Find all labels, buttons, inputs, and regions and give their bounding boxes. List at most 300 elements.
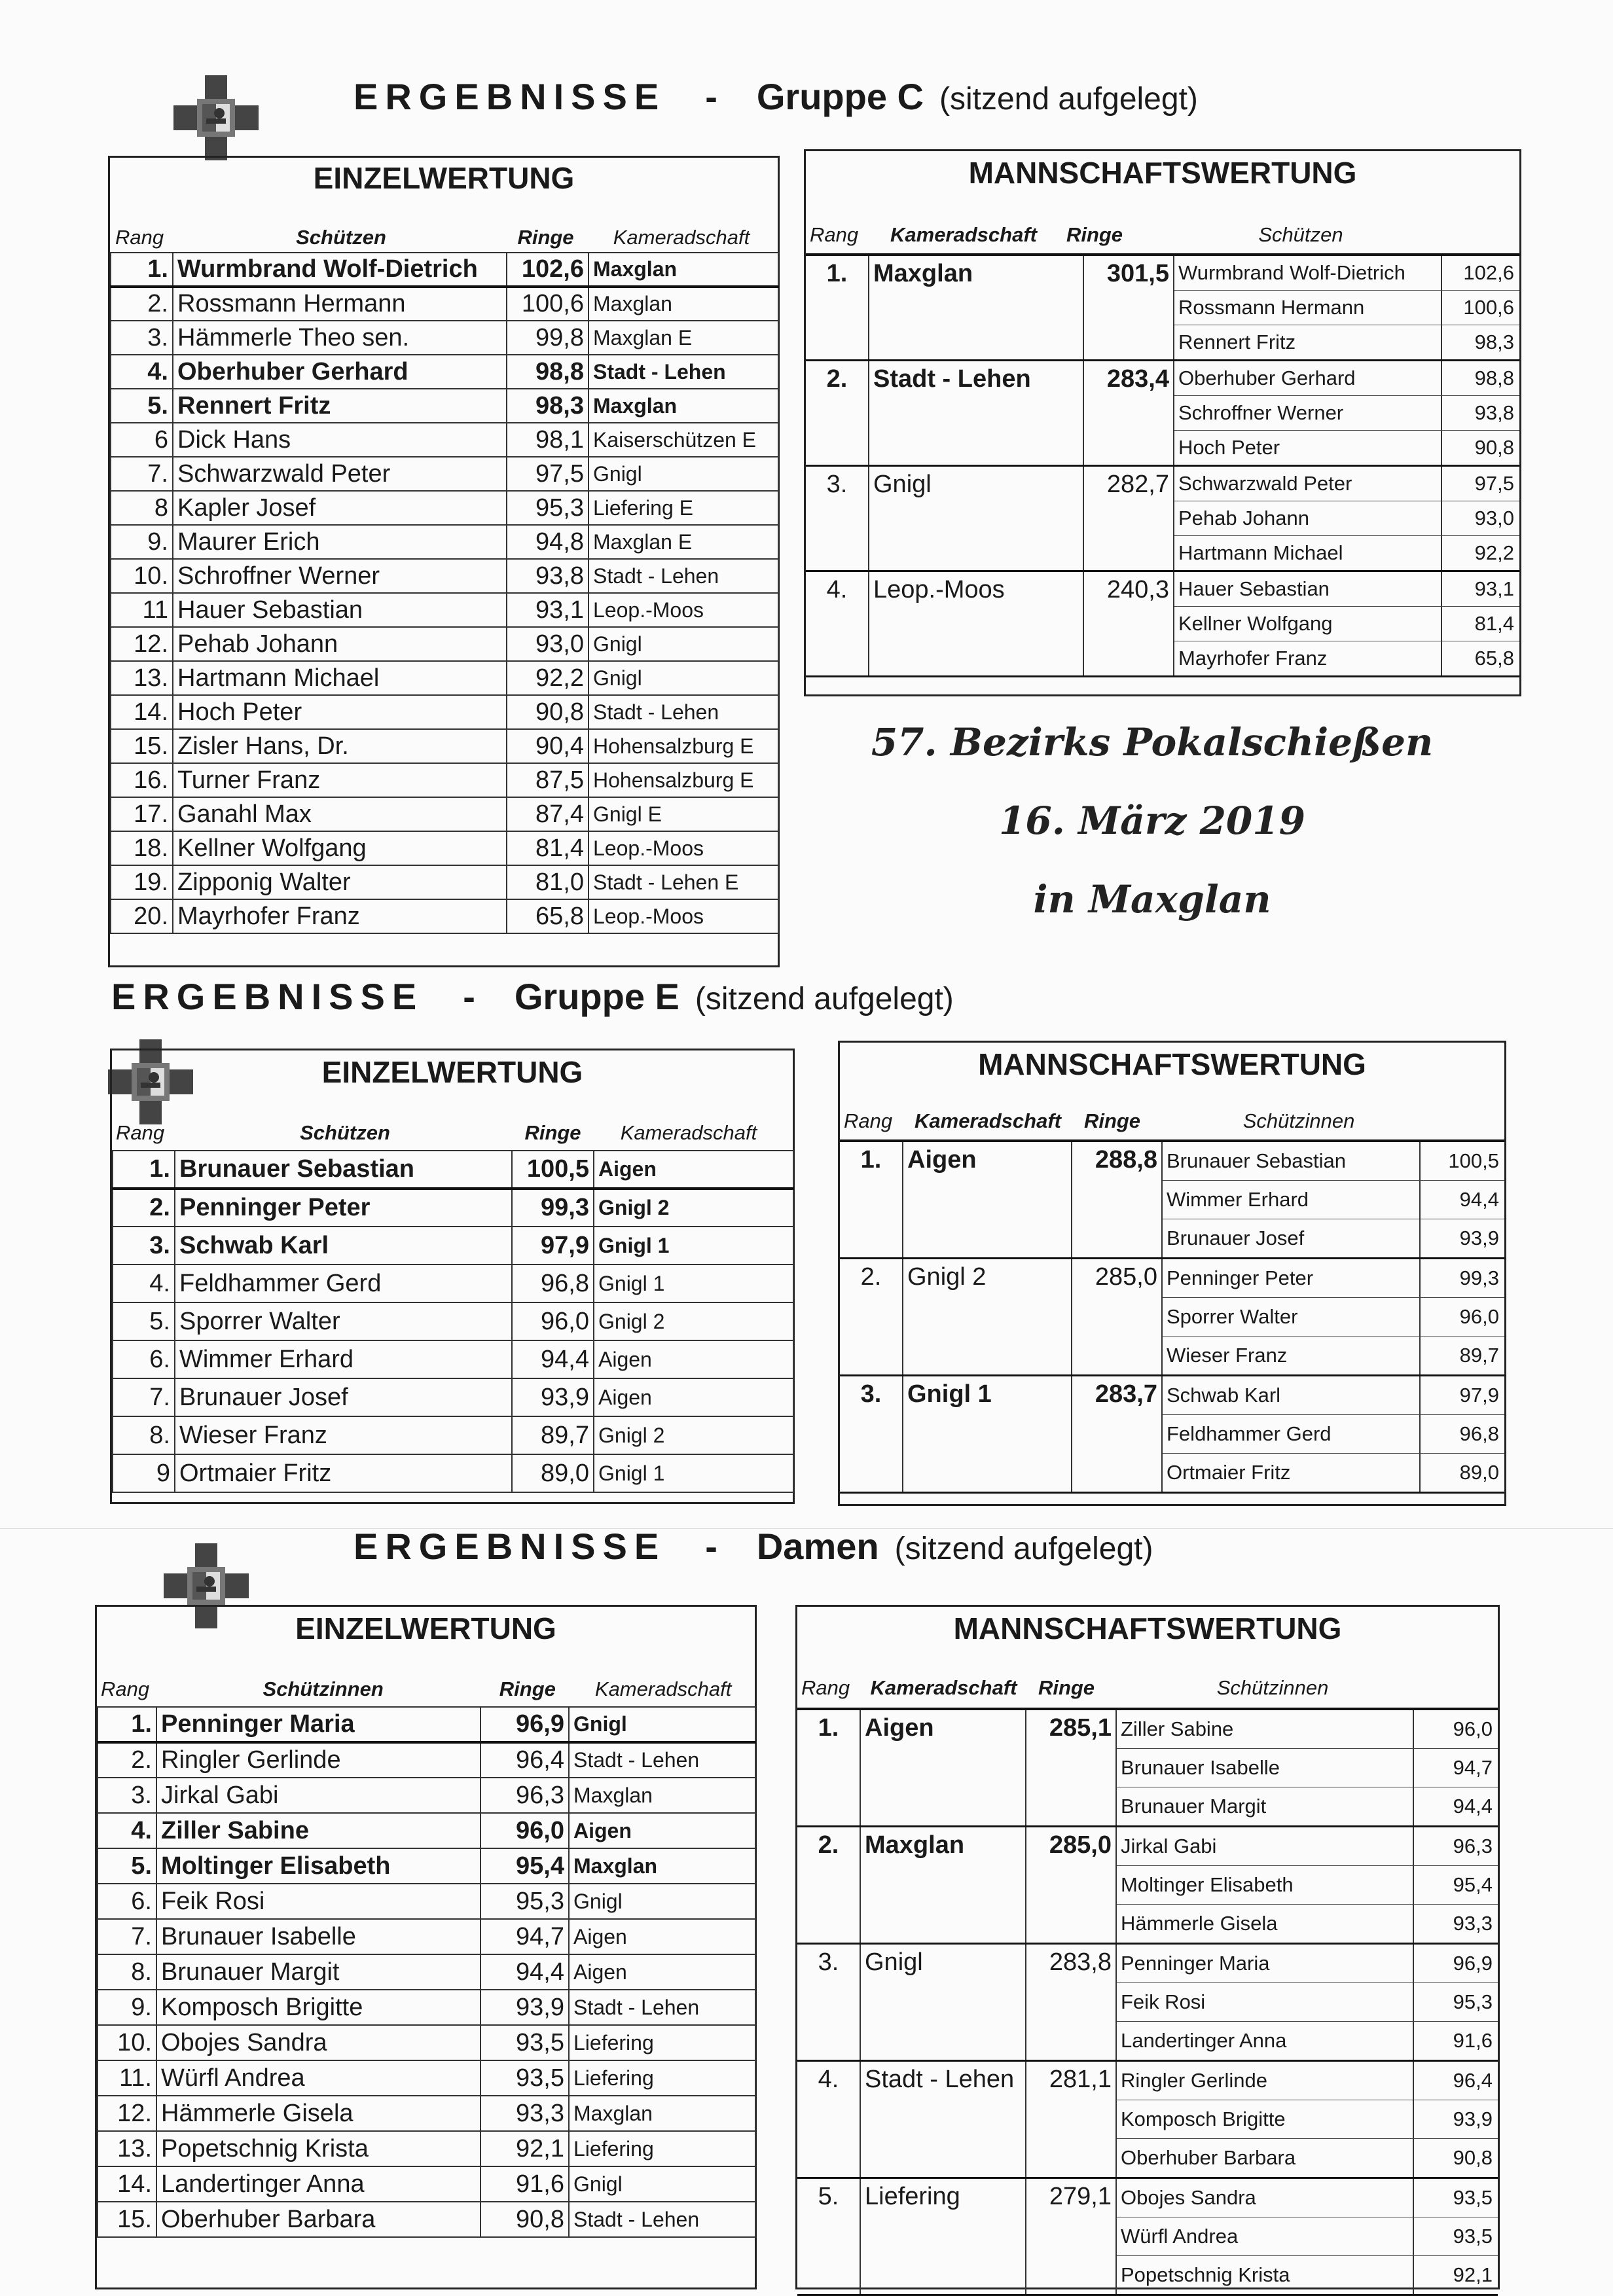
member-score: 92,1 xyxy=(1453,2263,1493,2286)
team-club: Gnigl xyxy=(869,467,1084,570)
member-row xyxy=(1117,1866,1498,1905)
hdr-rang: Rang xyxy=(101,1677,150,1700)
rank-cell: 4. xyxy=(113,1265,175,1302)
rank-cell: 16. xyxy=(111,763,173,797)
mann-teams xyxy=(806,253,1519,677)
score-cell: 90,4 xyxy=(507,729,589,763)
team-group xyxy=(806,256,1519,361)
einzel-results xyxy=(110,252,779,934)
team-members xyxy=(1163,1259,1504,1374)
member-score: 91,6 xyxy=(1453,2029,1493,2052)
rank-cell: 8. xyxy=(113,1416,175,1454)
team-group xyxy=(806,361,1519,467)
event-title: 57. Bezirks Pokalschießen xyxy=(871,720,1434,764)
score-cell: 96,3 xyxy=(480,1778,569,1813)
table-row xyxy=(111,559,778,593)
table-row xyxy=(111,457,778,491)
team-score: 240,3 xyxy=(1084,572,1174,675)
club-cell: Maxglan E xyxy=(589,321,778,355)
member-name: Mayrhofer Franz xyxy=(1174,641,1442,675)
club-cell: Aigen xyxy=(594,1378,793,1416)
rank-cell: 9 xyxy=(113,1454,175,1492)
member-row xyxy=(1174,641,1519,675)
einzelwertung-table xyxy=(108,156,780,967)
team-rank: 5. xyxy=(797,2179,861,2294)
heading-dash: - xyxy=(705,1526,717,1567)
member-score: 96,4 xyxy=(1453,2069,1493,2092)
name-cell: Rennert Fritz xyxy=(173,389,507,423)
member-name: Rossmann Hermann xyxy=(1174,291,1442,325)
mannschaftswertung-table xyxy=(804,149,1521,696)
heading-word: ERGEBNISSE xyxy=(111,976,424,1017)
einzel-column-headers xyxy=(97,1677,755,1706)
rank-cell: 6. xyxy=(98,1884,156,1919)
member-row xyxy=(1174,396,1519,431)
team-group xyxy=(797,2062,1498,2179)
mann-title: MANNSCHAFTSWERTUNG xyxy=(978,1047,1366,1081)
member-name: Brunauer Sebastian xyxy=(1163,1142,1421,1180)
member-score: 100,5 xyxy=(1448,1149,1499,1172)
rank-cell: 13. xyxy=(111,661,173,695)
section-damen xyxy=(0,1525,1613,2286)
member-name: Oberhuber Barbara xyxy=(1117,2139,1414,2177)
member-name: Schroffner Werner xyxy=(1174,396,1442,430)
team-group xyxy=(806,572,1519,677)
team-club: Stadt - Lehen xyxy=(861,2062,1026,2177)
hdr-ringe: Ringe xyxy=(517,226,574,249)
name-cell: Schroffner Werner xyxy=(173,559,507,593)
name-cell: Wieser Franz xyxy=(175,1416,512,1454)
score-cell: 95,3 xyxy=(480,1884,569,1919)
score-cell: 96,0 xyxy=(512,1302,594,1340)
name-cell: Obojes Sandra xyxy=(156,2025,480,2060)
member-score: 94,4 xyxy=(1459,1188,1499,1211)
club-cell: Aigen xyxy=(569,1919,755,1954)
member-name: Hoch Peter xyxy=(1174,431,1442,465)
rank-cell: 9. xyxy=(111,525,173,559)
member-row xyxy=(1163,1142,1504,1181)
name-cell: Oberhuber Gerhard xyxy=(173,355,507,389)
table-row xyxy=(98,2131,755,2166)
member-row xyxy=(1117,2100,1498,2139)
heading-suffix: (sitzend aufgelegt) xyxy=(695,982,954,1016)
team-club: Gnigl 1 xyxy=(903,1376,1072,1492)
member-row xyxy=(1117,1787,1498,1825)
rank-cell: 11. xyxy=(98,2060,156,2096)
hdr-members: Schützen xyxy=(1258,223,1343,246)
rank-cell: 2. xyxy=(111,287,173,321)
team-rank: 3. xyxy=(806,467,869,570)
member-score: 93,3 xyxy=(1453,1912,1493,1935)
score-cell: 93,5 xyxy=(480,2025,569,2060)
club-cell: Stadt - Lehen xyxy=(589,355,778,389)
score-cell: 97,9 xyxy=(512,1227,594,1265)
team-rank: 4. xyxy=(797,2062,861,2177)
member-score: 93,9 xyxy=(1453,2108,1493,2130)
member-score: 93,9 xyxy=(1459,1227,1499,1249)
table-row xyxy=(98,2025,755,2060)
hdr-club: Kameradschaft xyxy=(613,226,750,249)
table-row xyxy=(111,899,778,933)
rank-cell: 8. xyxy=(98,1954,156,1990)
name-cell: Wurmbrand Wolf-Dietrich xyxy=(173,253,507,287)
member-score: 97,9 xyxy=(1459,1384,1499,1407)
name-cell: Ziller Sabine xyxy=(156,1813,480,1848)
table-row xyxy=(111,661,778,695)
member-score: 94,4 xyxy=(1453,1795,1493,1818)
team-club: Maxglan xyxy=(869,256,1084,359)
einzelwertung-table xyxy=(110,1049,795,1504)
member-score: 90,8 xyxy=(1453,2146,1493,2169)
club-cell: Stadt - Lehen E xyxy=(589,865,778,899)
rank-cell: 15. xyxy=(98,2202,156,2237)
team-group xyxy=(797,1945,1498,2062)
member-score: 93,1 xyxy=(1474,577,1514,600)
member-name: Hämmerle Gisela xyxy=(1117,1905,1414,1943)
member-name: Wieser Franz xyxy=(1163,1336,1421,1374)
table-row xyxy=(113,1340,793,1378)
hdr-club: Kameradschaft xyxy=(620,1121,757,1144)
table-row xyxy=(98,2166,755,2202)
rank-cell: 5. xyxy=(98,1848,156,1884)
member-row xyxy=(1174,325,1519,359)
member-name: Ortmaier Fritz xyxy=(1163,1454,1421,1492)
table-row xyxy=(98,1848,755,1884)
team-rank: 2. xyxy=(840,1259,903,1374)
score-cell: 94,8 xyxy=(507,525,589,559)
name-cell: Landertinger Anna xyxy=(156,2166,480,2202)
member-name: Pehab Johann xyxy=(1174,501,1442,535)
team-score: 282,7 xyxy=(1084,467,1174,570)
mann-title: MANNSCHAFTSWERTUNG xyxy=(953,1611,1342,1645)
table-row xyxy=(111,593,778,627)
rank-cell: 1. xyxy=(113,1151,175,1189)
club-cell: Gnigl 2 xyxy=(594,1302,793,1340)
rank-cell: 3. xyxy=(111,321,173,355)
hdr-ringe: Ringe xyxy=(499,1677,556,1700)
score-cell: 89,0 xyxy=(512,1454,594,1492)
member-score: 65,8 xyxy=(1474,647,1514,670)
score-cell: 94,7 xyxy=(480,1919,569,1954)
score-cell: 96,8 xyxy=(512,1265,594,1302)
team-score: 281,1 xyxy=(1026,2062,1117,2177)
team-rank: 1. xyxy=(806,256,869,359)
member-row xyxy=(1174,501,1519,536)
member-name: Brunauer Isabelle xyxy=(1117,1749,1414,1787)
club-cell: Gnigl E xyxy=(589,797,778,831)
score-cell: 94,4 xyxy=(512,1340,594,1378)
rank-cell: 3. xyxy=(113,1227,175,1265)
club-emblem-icon xyxy=(173,75,259,160)
team-club: Leop.-Moos xyxy=(869,572,1084,675)
member-score: 102,6 xyxy=(1463,261,1514,284)
name-cell: Dick Hans xyxy=(173,423,507,457)
club-cell: Leop.-Moos xyxy=(589,831,778,865)
club-cell: Gnigl 1 xyxy=(594,1454,793,1492)
member-score: 89,0 xyxy=(1459,1461,1499,1484)
club-cell: Gnigl xyxy=(589,457,778,491)
team-rank: 2. xyxy=(797,1827,861,1943)
member-name: Komposch Brigitte xyxy=(1117,2100,1414,2138)
table-row xyxy=(98,1778,755,1813)
member-score: 97,5 xyxy=(1474,472,1514,495)
section-gruppe-c xyxy=(0,0,1613,982)
rank-cell: 6. xyxy=(113,1340,175,1378)
member-name: Penninger Peter xyxy=(1163,1259,1421,1297)
score-cell: 81,4 xyxy=(507,831,589,865)
name-cell: Moltinger Elisabeth xyxy=(156,1848,480,1884)
table-row xyxy=(113,1151,793,1189)
team-group xyxy=(840,1259,1504,1376)
hdr-club: Kameradschaft xyxy=(915,1109,1061,1132)
member-score: 98,8 xyxy=(1474,367,1514,389)
score-cell: 102,6 xyxy=(507,253,589,287)
club-cell: Stadt - Lehen xyxy=(569,2202,755,2237)
team-group xyxy=(797,1827,1498,1945)
member-row xyxy=(1163,1376,1504,1415)
score-cell: 89,7 xyxy=(512,1416,594,1454)
rank-cell: 5. xyxy=(113,1302,175,1340)
rank-cell: 7. xyxy=(111,457,173,491)
score-cell: 96,4 xyxy=(480,1742,569,1778)
team-members xyxy=(1117,2062,1498,2177)
score-cell: 90,8 xyxy=(480,2202,569,2237)
score-cell: 95,3 xyxy=(507,491,589,525)
club-cell: Liefering xyxy=(569,2060,755,2096)
event-info xyxy=(818,720,1486,922)
member-row xyxy=(1174,431,1519,465)
table-row xyxy=(111,729,778,763)
name-cell: Hartmann Michael xyxy=(173,661,507,695)
rank-cell: 9. xyxy=(98,1990,156,2025)
score-cell: 92,1 xyxy=(480,2131,569,2166)
heading-word: ERGEBNISSE xyxy=(353,76,666,117)
name-cell: Hauer Sebastian xyxy=(173,593,507,627)
club-cell: Leop.-Moos xyxy=(589,899,778,933)
member-score: 93,5 xyxy=(1453,2186,1493,2209)
hdr-rang: Rang xyxy=(116,1121,165,1144)
member-score: 93,5 xyxy=(1453,2225,1493,2248)
member-row xyxy=(1117,1710,1498,1749)
mann-teams xyxy=(797,1708,1498,2296)
rank-cell: 13. xyxy=(98,2131,156,2166)
score-cell: 93,3 xyxy=(480,2096,569,2131)
table-row xyxy=(111,389,778,423)
member-name: Ziller Sabine xyxy=(1117,1710,1414,1748)
table-row xyxy=(111,695,778,729)
table-row xyxy=(111,491,778,525)
member-name: Brunauer Josef xyxy=(1163,1219,1421,1257)
member-row xyxy=(1117,2139,1498,2177)
member-name: Brunauer Margit xyxy=(1117,1787,1414,1825)
club-cell: Aigen xyxy=(594,1340,793,1378)
table-row xyxy=(111,763,778,797)
member-row xyxy=(1163,1336,1504,1374)
team-club: Gnigl xyxy=(861,1945,1026,2060)
name-cell: Feldhammer Gerd xyxy=(175,1265,512,1302)
club-cell: Maxglan xyxy=(589,389,778,423)
club-cell: Stadt - Lehen xyxy=(589,559,778,593)
heading-word: ERGEBNISSE xyxy=(353,1526,666,1567)
hdr-club: Kameradschaft xyxy=(890,223,1037,246)
score-cell: 87,5 xyxy=(507,763,589,797)
rank-cell: 19. xyxy=(111,865,173,899)
rank-cell: 11 xyxy=(111,593,173,627)
name-cell: Kellner Wolfgang xyxy=(173,831,507,865)
member-score: 95,3 xyxy=(1453,1990,1493,2013)
rank-cell: 14. xyxy=(98,2166,156,2202)
table-row xyxy=(113,1416,793,1454)
club-cell: Gnigl 2 xyxy=(594,1416,793,1454)
member-name: Würfl Andrea xyxy=(1117,2217,1414,2255)
name-cell: Jirkal Gabi xyxy=(156,1778,480,1813)
team-members xyxy=(1163,1142,1504,1257)
name-cell: Penninger Maria xyxy=(156,1707,480,1742)
name-cell: Sporrer Walter xyxy=(175,1302,512,1340)
table-row xyxy=(111,627,778,661)
member-name: Jirkal Gabi xyxy=(1117,1827,1414,1865)
hdr-name: Schützinnen xyxy=(263,1677,384,1700)
mann-column-headers xyxy=(797,1676,1498,1708)
name-cell: Kapler Josef xyxy=(173,491,507,525)
rank-cell: 12. xyxy=(111,627,173,661)
name-cell: Pehab Johann xyxy=(173,627,507,661)
einzel-title: EINZELWERTUNG xyxy=(313,161,575,195)
hdr-ringe: Ringe xyxy=(524,1121,581,1144)
team-score: 283,4 xyxy=(1084,361,1174,465)
member-score: 96,0 xyxy=(1453,1717,1493,1740)
member-name: Oberhuber Gerhard xyxy=(1174,361,1442,395)
hdr-rang: Rang xyxy=(844,1109,893,1132)
name-cell: Zisler Hans, Dr. xyxy=(173,729,507,763)
hdr-ringe: Ringe xyxy=(1038,1676,1095,1699)
rank-cell: 4. xyxy=(98,1813,156,1848)
section-gruppe-e xyxy=(0,969,1613,1538)
club-cell: Gnigl 1 xyxy=(594,1227,793,1265)
rank-cell: 7. xyxy=(113,1378,175,1416)
score-cell: 96,9 xyxy=(480,1707,569,1742)
member-name: Hauer Sebastian xyxy=(1174,572,1442,606)
heading-dash: - xyxy=(705,76,717,117)
table-row xyxy=(111,865,778,899)
member-score: 100,6 xyxy=(1463,296,1514,319)
table-row xyxy=(111,287,778,321)
member-row xyxy=(1174,467,1519,501)
member-row xyxy=(1117,2179,1498,2217)
table-row xyxy=(98,1884,755,1919)
heading-suffix: (sitzend aufgelegt) xyxy=(939,82,1198,117)
name-cell: Brunauer Sebastian xyxy=(175,1151,512,1189)
score-cell: 98,8 xyxy=(507,355,589,389)
club-cell: Liefering xyxy=(569,2131,755,2166)
score-cell: 93,5 xyxy=(480,2060,569,2096)
team-club: Aigen xyxy=(861,1710,1026,1825)
event-location: in Maxglan xyxy=(1033,877,1271,922)
member-row xyxy=(1117,2217,1498,2256)
member-row xyxy=(1174,291,1519,325)
name-cell: Hoch Peter xyxy=(173,695,507,729)
name-cell: Mayrhofer Franz xyxy=(173,899,507,933)
table-row xyxy=(113,1265,793,1302)
table-row xyxy=(98,1919,755,1954)
event-date: 16. März 2019 xyxy=(999,798,1305,843)
table-row xyxy=(98,1707,755,1742)
team-club: Liefering xyxy=(861,2179,1026,2294)
score-cell: 81,0 xyxy=(507,865,589,899)
score-cell: 91,6 xyxy=(480,2166,569,2202)
club-cell: Maxglan xyxy=(569,2096,755,2131)
name-cell: Rossmann Hermann xyxy=(173,287,507,321)
member-row xyxy=(1117,2062,1498,2100)
club-cell: Leop.-Moos xyxy=(589,593,778,627)
member-row xyxy=(1174,256,1519,291)
club-cell: Maxglan xyxy=(589,253,778,287)
club-cell: Gnigl xyxy=(569,2166,755,2202)
section-heading xyxy=(353,75,1198,118)
member-row xyxy=(1163,1298,1504,1336)
table-row xyxy=(98,2202,755,2237)
member-name: Wurmbrand Wolf-Dietrich xyxy=(1174,256,1442,290)
mannschaftswertung-table xyxy=(795,1605,1500,2289)
team-group xyxy=(840,1376,1504,1494)
name-cell: Ortmaier Fritz xyxy=(175,1454,512,1492)
einzel-results xyxy=(97,1706,756,2238)
member-row xyxy=(1163,1259,1504,1298)
mann-column-headers xyxy=(806,223,1519,253)
rank-cell: 14. xyxy=(111,695,173,729)
club-cell: Stadt - Lehen xyxy=(569,1742,755,1778)
score-cell: 93,9 xyxy=(480,1990,569,2025)
team-group xyxy=(797,2179,1498,2296)
club-cell: Gnigl xyxy=(569,1884,755,1919)
member-name: Kellner Wolfgang xyxy=(1174,607,1442,641)
hdr-ringe: Ringe xyxy=(1066,223,1123,246)
score-cell: 93,0 xyxy=(507,627,589,661)
team-group xyxy=(840,1142,1504,1259)
score-cell: 94,4 xyxy=(480,1954,569,1990)
name-cell: Würfl Andrea xyxy=(156,2060,480,2096)
member-score: 96,9 xyxy=(1453,1952,1493,1975)
name-cell: Wimmer Erhard xyxy=(175,1340,512,1378)
score-cell: 100,5 xyxy=(512,1151,594,1189)
rank-cell: 2. xyxy=(98,1742,156,1778)
score-cell: 100,6 xyxy=(507,287,589,321)
name-cell: Ganahl Max xyxy=(173,797,507,831)
hdr-club: Kameradschaft xyxy=(870,1676,1017,1699)
team-members xyxy=(1174,256,1519,359)
club-cell: Hohensalzburg E xyxy=(589,763,778,797)
score-cell: 97,5 xyxy=(507,457,589,491)
hdr-members: Schützinnen xyxy=(1216,1676,1329,1699)
score-cell: 98,1 xyxy=(507,423,589,457)
club-cell: Liefering xyxy=(569,2025,755,2060)
team-rank: 3. xyxy=(797,1945,861,2060)
table-row xyxy=(111,831,778,865)
team-members xyxy=(1174,467,1519,570)
table-row xyxy=(113,1302,793,1340)
team-members xyxy=(1117,1710,1498,1825)
rank-cell: 18. xyxy=(111,831,173,865)
rank-cell: 10. xyxy=(111,559,173,593)
name-cell: Schwarzwald Peter xyxy=(173,457,507,491)
member-score: 95,4 xyxy=(1453,1873,1493,1896)
team-score: 283,8 xyxy=(1026,1945,1117,2060)
name-cell: Popetschnig Krista xyxy=(156,2131,480,2166)
team-rank: 1. xyxy=(840,1142,903,1257)
name-cell: Hämmerle Theo sen. xyxy=(173,321,507,355)
score-cell: 99,3 xyxy=(512,1189,594,1227)
score-cell: 98,3 xyxy=(507,389,589,423)
